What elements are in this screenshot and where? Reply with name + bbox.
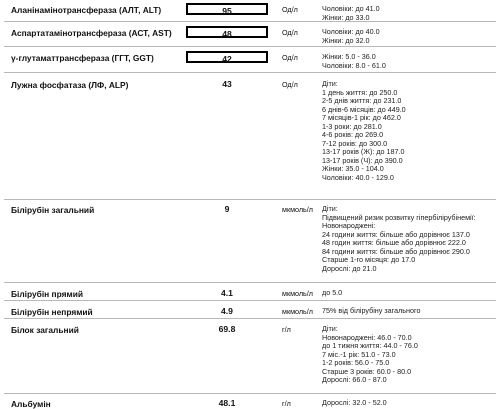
reference-line: Чоловіки: 40.0 - 129.0 [322, 172, 394, 182]
result-unit: Од/л [282, 80, 298, 89]
reference-line: Дорослі: 66.0 - 87.0 [322, 375, 387, 384]
result-value: 48.1 [218, 398, 236, 408]
row-separator [4, 318, 496, 319]
result-unit: мкмоль/л [282, 205, 313, 214]
reference-line: Підвищений ризик розвитку гіпербілірубінемії: [322, 212, 476, 222]
test-name: Білірубін загальний [11, 205, 95, 215]
reference-line: 24 години життя: більше або дорівнює 137.0 [322, 229, 470, 239]
reference-line: 48 годин життя: більше або дорівнює 222.0 [322, 238, 466, 247]
reference-line: 4-6 років: до 269.0 [322, 130, 384, 139]
reference-line: Чоловіки: до 41.0 [322, 4, 380, 13]
row-separator [4, 72, 496, 73]
reference-line: Жінки: 5.0 - 36.0 [322, 52, 376, 61]
reference-line: 7 міс.-1 рік: 51.0 - 73.0 [322, 349, 396, 359]
reference-line: до 1 тижня життя: 44.0 - 76.0 [322, 341, 418, 350]
test-name: Білок загальний [11, 325, 79, 335]
reference-line: 1-3 роки: до 281.0 [322, 121, 382, 131]
reference-line: 7 місяців-1 рік: до 462.0 [322, 113, 401, 122]
test-name: Аспартатамінотрансфераза (АСТ, AST) [11, 28, 172, 38]
reference-range [322, 289, 342, 298]
result-unit: г/л [282, 399, 291, 408]
row-separator [4, 393, 496, 394]
result-unit: Од/л [282, 5, 298, 14]
result-unit: Од/л [282, 28, 298, 37]
reference-line: 6 днів-6 місяців: до 449.0 [322, 104, 406, 114]
reference-line: 13-17 років (Ч): до 390.0 [322, 155, 403, 165]
flagged-result-value: 42 [186, 51, 268, 63]
reference-line: 75% від білірубіну загального [322, 306, 421, 315]
row-separator [4, 21, 496, 22]
row-separator [4, 199, 496, 200]
reference-range [322, 80, 406, 182]
reference-line: Старше 1-го місяця: до 17.0 [322, 255, 416, 264]
reference-line: Чоловіки: 8.0 - 61.0 [322, 60, 386, 70]
reference-line: Жінки: 35.0 - 104.0 [322, 164, 384, 173]
reference-range [322, 53, 386, 70]
reference-line: Діти: [322, 204, 338, 213]
test-name: Аланінамінотрансфераза (АЛТ, ALT) [11, 5, 162, 15]
flagged-result-value: 48 [186, 26, 268, 38]
result-value: 4.9 [221, 306, 233, 316]
reference-line: Новонароджені: 46.0 - 70.0 [322, 332, 412, 342]
reference-line: 1 день життя: до 250.0 [322, 87, 398, 97]
row-separator [4, 282, 496, 283]
row-separator [4, 46, 496, 47]
result-value: 43 [222, 79, 232, 89]
reference-line: Діти: [322, 79, 338, 88]
reference-line: Чоловіки: до 40.0 [322, 27, 380, 36]
reference-line: Діти: [322, 324, 338, 333]
reference-range [322, 307, 420, 316]
reference-line: Новонароджені: [322, 221, 376, 230]
result-value: 69.8 [218, 324, 236, 334]
reference-range [322, 399, 387, 408]
reference-line: 13-17 років (Ж): до 187.0 [322, 147, 405, 156]
reference-line: до 5.0 [322, 288, 343, 297]
reference-line: Старше 3 років: 60.0 - 80.0 [322, 366, 412, 376]
reference-line: Дорослі: 32.0 - 52.0 [322, 398, 387, 407]
test-name: Білірубін прямий [11, 289, 83, 299]
reference-range [322, 205, 476, 273]
test-name: Лужна фосфатаза (ЛФ, ALP) [11, 80, 129, 90]
result-value: 9 [224, 204, 230, 214]
reference-line: 1-2 років: 56.0 - 75.0 [322, 358, 390, 367]
row-separator [4, 300, 496, 301]
test-name: Білірубін непрямий [11, 307, 93, 317]
result-unit: мкмоль/л [282, 307, 313, 316]
result-unit: Од/л [282, 53, 298, 62]
reference-line: Дорослі: до 21.0 [322, 263, 377, 273]
reference-line: 2-5 днів життя: до 231.0 [322, 96, 402, 105]
reference-range [322, 28, 380, 45]
reference-range [322, 5, 380, 22]
result-unit: мкмоль/л [282, 289, 313, 298]
reference-line: Жінки: до 32.0 [322, 35, 370, 45]
result-unit: г/л [282, 325, 291, 334]
flagged-result-value: 95 [186, 3, 268, 15]
reference-line: 84 години життя: більше або дорівнює 290.0 [322, 246, 470, 256]
reference-range [322, 325, 418, 385]
test-name: Альбумін [11, 399, 51, 409]
reference-line: Жінки: до 33.0 [322, 12, 370, 22]
test-name: γ-глутаматтрансфераза (ГГТ, GGT) [11, 53, 154, 63]
reference-line: 7-12 років: до 300.0 [322, 138, 388, 148]
result-value: 4.1 [221, 288, 233, 298]
